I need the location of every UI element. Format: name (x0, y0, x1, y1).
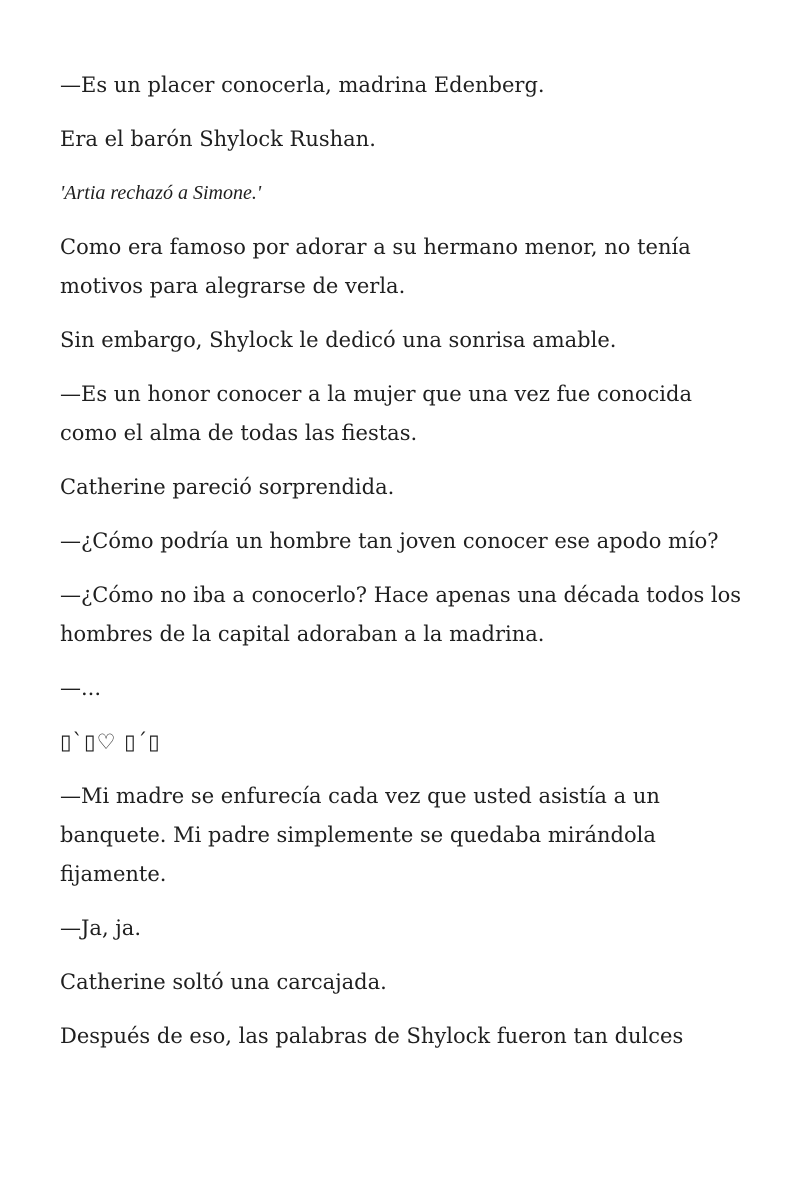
narration-paragraph: Como era famoso por adorar a su hermano menor, no tenía motivos para alegrarse de verla. (60, 235, 691, 298)
dialogue-paragraph: —Es un placer conocerla, madrina Edenberg. (60, 73, 545, 97)
dialogue-paragraph: —... (60, 676, 102, 700)
thought-paragraph: 'Artia rechazó a Simone.' (60, 182, 262, 204)
document-page (60, 66, 750, 1071)
narration-paragraph: Sin embargo, Shylock le dedicó una sonrisa amable. (60, 328, 617, 352)
dialogue-paragraph: —Es un honor conocer a la mujer que una vez fue conocida como el alma de todas las fiestas. (60, 382, 692, 445)
narration-paragraph: Catherine pareció sorprendida. (60, 475, 395, 499)
narration-paragraph: Después de eso, las palabras de Shylock fueron tan dulces (60, 1024, 684, 1048)
dialogue-paragraph: —¿Cómo podría un hombre tan joven conocer ese apodo mío? (60, 529, 719, 553)
emoticon-paragraph: ▯`▯♡ ▯´▯ (60, 730, 161, 754)
dialogue-paragraph: —Ja, ja. (60, 916, 141, 940)
narration-paragraph: Catherine soltó una carcajada. (60, 970, 387, 994)
dialogue-paragraph: —Mi madre se enfurecía cada vez que usted asistía a un banquete. Mi padre simplemente se quedaba mirándola fijamente. (60, 784, 660, 886)
narration-paragraph: Era el barón Shylock Rushan. (60, 127, 376, 151)
dialogue-paragraph: —¿Cómo no iba a conocerlo? Hace apenas una década todos los hombres de la capital adoraban a la madrina. (60, 583, 742, 646)
